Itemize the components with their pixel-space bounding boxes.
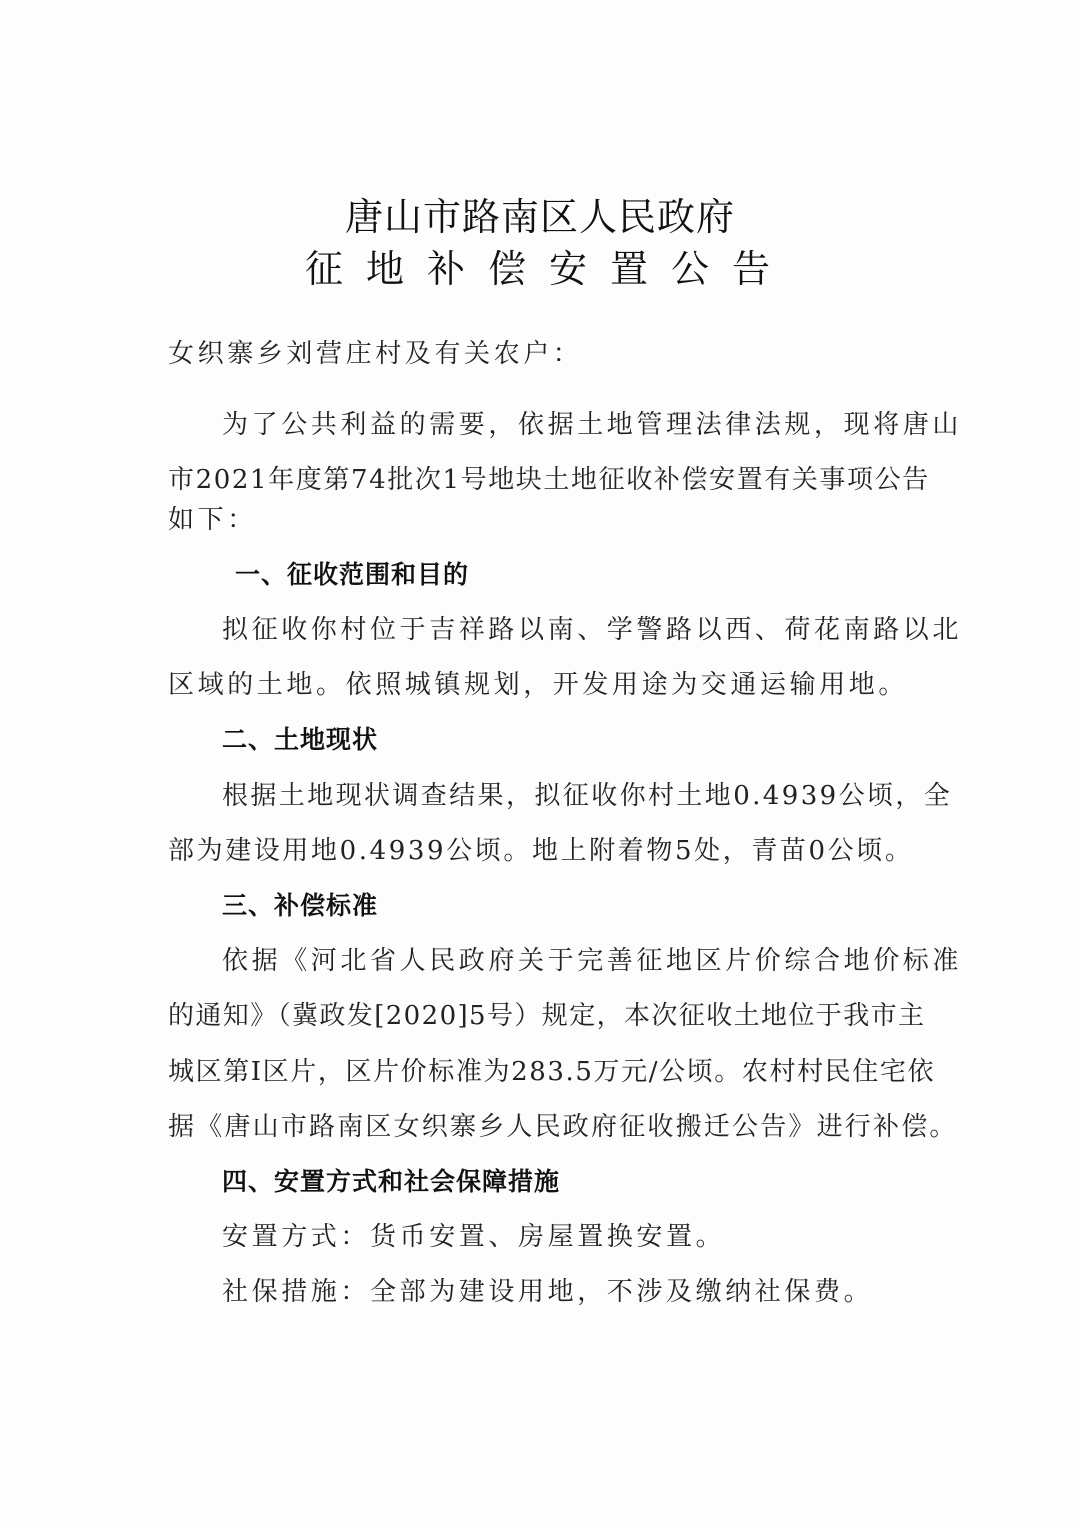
section-heading-4: 四、安置方式和社会保障措施 <box>222 1167 561 1196</box>
section-1-line-2: 区域的土地。依照城镇规划，开发用途为交通运输用地。 <box>168 670 909 700</box>
intro-line-2: 市2021年度第74批次1号地块土地征收补偿安置有关事项公告 <box>168 465 930 495</box>
intro-line-1: 为了公共利益的需要，依据土地管理法律法规，现将唐山 <box>222 410 963 440</box>
intro-line-3: 如下： <box>168 505 257 535</box>
section-3-line-4: 据《唐山市路南区女织寨乡人民政府征收搬迁公告》进行补偿。 <box>168 1112 958 1142</box>
section-4-line-1: 安置方式：货币安置、房屋置换安置。 <box>222 1222 726 1252</box>
section-2-line-1: 根据土地现状调查结果，拟征收你村土地0.4939公顷，全 <box>222 781 953 811</box>
document-title-line2: 征地补偿安置公告 <box>304 247 793 291</box>
document-title-line1: 唐山市路南区人民政府 <box>344 195 735 239</box>
section-3-line-1: 依据《河北省人民政府关于完善征地区片价综合地价标准 <box>222 946 963 976</box>
section-heading-1: 一、征收范围和目的 <box>235 560 470 589</box>
section-heading-3: 三、补偿标准 <box>222 891 379 920</box>
section-3-line-3: 城区第I区片，区片价标准为283.5万元/公顷。农村村民住宅依 <box>168 1057 936 1087</box>
section-heading-2: 二、土地现状 <box>222 725 379 754</box>
salutation: 女织寨乡刘营庄村及有关农户： <box>168 339 583 369</box>
section-2-line-2: 部为建设用地0.4939公顷。地上附着物5处，青苗0公顷。 <box>168 836 914 866</box>
section-1-line-1: 拟征收你村位于吉祥路以南、学警路以西、荷花南路以北 <box>222 615 963 645</box>
section-4-line-2: 社保措施：全部为建设用地，不涉及缴纳社保费。 <box>222 1277 874 1307</box>
section-3-line-2: 的通知》（冀政发[2020]5号）规定，本次征收土地位于我市主 <box>168 1001 926 1031</box>
